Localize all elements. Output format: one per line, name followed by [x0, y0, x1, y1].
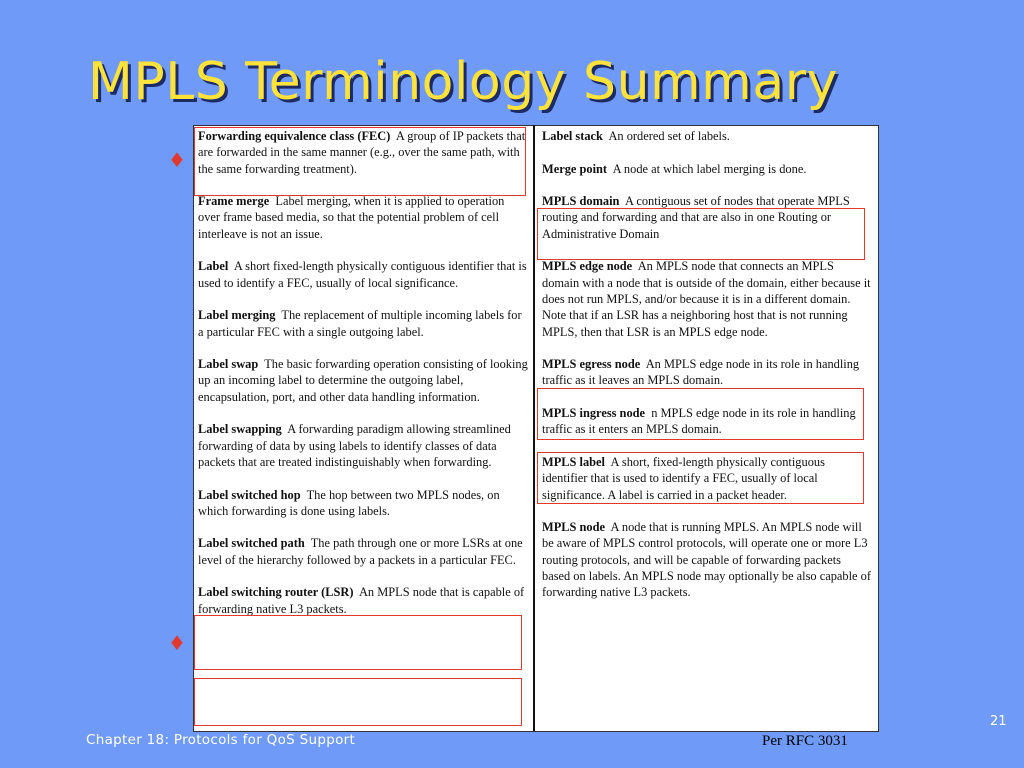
term-definition: An ordered set of labels. — [608, 129, 730, 143]
term-name: Label switched hop — [198, 487, 301, 502]
term-name: Label swap — [198, 357, 259, 372]
term-name: MPLS edge node — [542, 259, 633, 274]
footer-chapter: Chapter 18: Protocols for QoS Support — [86, 732, 356, 748]
term-definition: A short, fixed-length physically contiguous identifier that is used to identify a FEC, usually of local significance. A label is carried in a packet header. — [542, 454, 825, 502]
term-definition: A node at which label merging is done. — [612, 161, 807, 176]
term-merge-point — [542, 161, 872, 177]
term-name: Label — [198, 259, 229, 274]
term-name: Label stack — [542, 129, 603, 143]
term-definition: An MPLS node that connects an MPLS domain with a node that is outside of the domain, either because it does not run MPLS, and/or because it is in a different domain. Note that if an LSR has a neighboring host that is not running MPLS, then that LSR is an MPLS edge node. — [542, 259, 871, 339]
term-label-stack — [542, 128, 872, 144]
term-fec — [198, 128, 528, 177]
term-label — [198, 258, 528, 291]
term-label-switched-hop — [198, 487, 528, 520]
term-mpls-egress-node — [542, 356, 872, 389]
term-mpls-domain — [542, 193, 872, 242]
term-definition: A forwarding paradigm allowing streamlined forwarding of data by using labels to identify classes of data packets that are treated indistinguishably when forwarding. — [198, 422, 511, 469]
term-name: Label merging — [198, 308, 276, 323]
diamond-bullet-icon: ♦ — [168, 148, 186, 172]
term-name: Merge point — [542, 161, 608, 176]
term-frame-merge — [198, 193, 528, 242]
term-name: MPLS label — [542, 454, 605, 469]
term-name: Label swapping — [198, 422, 282, 437]
term-definition: A node that is running MPLS. An MPLS node will be aware of MPLS control protocols, will operate one or more L3 routing protocols, and will be capable of forwarding packets based on labels. An MPLS node may optionally be also capable of forwarding native L3 packets. — [542, 520, 871, 600]
term-definition: An MPLS edge node in its role in handling traffic as it leaves an MPLS domain. — [542, 357, 860, 388]
column-divider — [533, 125, 535, 731]
term-definition: A group of IP packets that are forwarded in the same manner (e.g., over the same path, with the same forwarding treatment). — [198, 129, 526, 176]
term-name: Label switched path — [198, 536, 305, 551]
term-name: MPLS egress node — [542, 357, 641, 372]
term-definition: The replacement of multiple incoming labels for a particular FEC with a single outgoing label. — [198, 308, 522, 339]
term-definition: A short fixed-length physically contiguous identifier that is used to identify a FEC, usually of local significance. — [198, 259, 527, 290]
diamond-bullet-icon: ♦ — [168, 631, 186, 655]
term-definition: n MPLS edge node in its role in handling traffic as it enters an MPLS domain. — [542, 406, 856, 437]
term-definition: The hop between two MPLS nodes, on which forwarding is done using labels. — [198, 487, 500, 518]
reference-note: Per RFC 3031 — [762, 733, 848, 749]
term-name: MPLS node — [542, 520, 605, 535]
left-terms-column — [198, 128, 528, 617]
page-number: 21 — [990, 714, 1007, 729]
term-name: Label switching router (LSR) — [198, 585, 354, 600]
term-label-switched-path — [198, 535, 528, 568]
term-definition: An MPLS node that is capable of forwarding native L3 packets. — [198, 585, 525, 616]
right-terms-column — [542, 128, 872, 601]
term-name: MPLS ingress node — [542, 406, 646, 421]
term-name: Frame merge — [198, 194, 270, 209]
term-label-merging — [198, 307, 528, 340]
term-label-swapping — [198, 421, 528, 470]
term-label-swap — [198, 356, 528, 405]
term-definition: Label merging, when it is applied to operation over frame based media, so that the potential problem of cell interleave is not an issue. — [198, 194, 505, 241]
slide-title: MPLS Terminology Summary — [88, 52, 838, 112]
term-definition: A contiguous set of nodes that operate MPLS routing and forwarding and that are also in one Routing or Administrative Domain — [542, 194, 850, 241]
term-mpls-edge-node — [542, 258, 872, 339]
term-mpls-node — [542, 519, 872, 600]
term-name: MPLS domain — [542, 194, 620, 209]
term-name: Forwarding equivalence class (FEC) — [198, 129, 391, 143]
term-mpls-ingress-node — [542, 405, 872, 438]
term-mpls-label — [542, 454, 872, 503]
term-definition: The path through one or more LSRs at one level of the hierarchy followed by a packets in a particular FEC. — [198, 536, 523, 567]
term-definition: The basic forwarding operation consisting of looking up an incoming label to determine the outgoing label, encapsulation, port, and other data handling information. — [198, 357, 528, 404]
term-lsr — [198, 584, 528, 617]
